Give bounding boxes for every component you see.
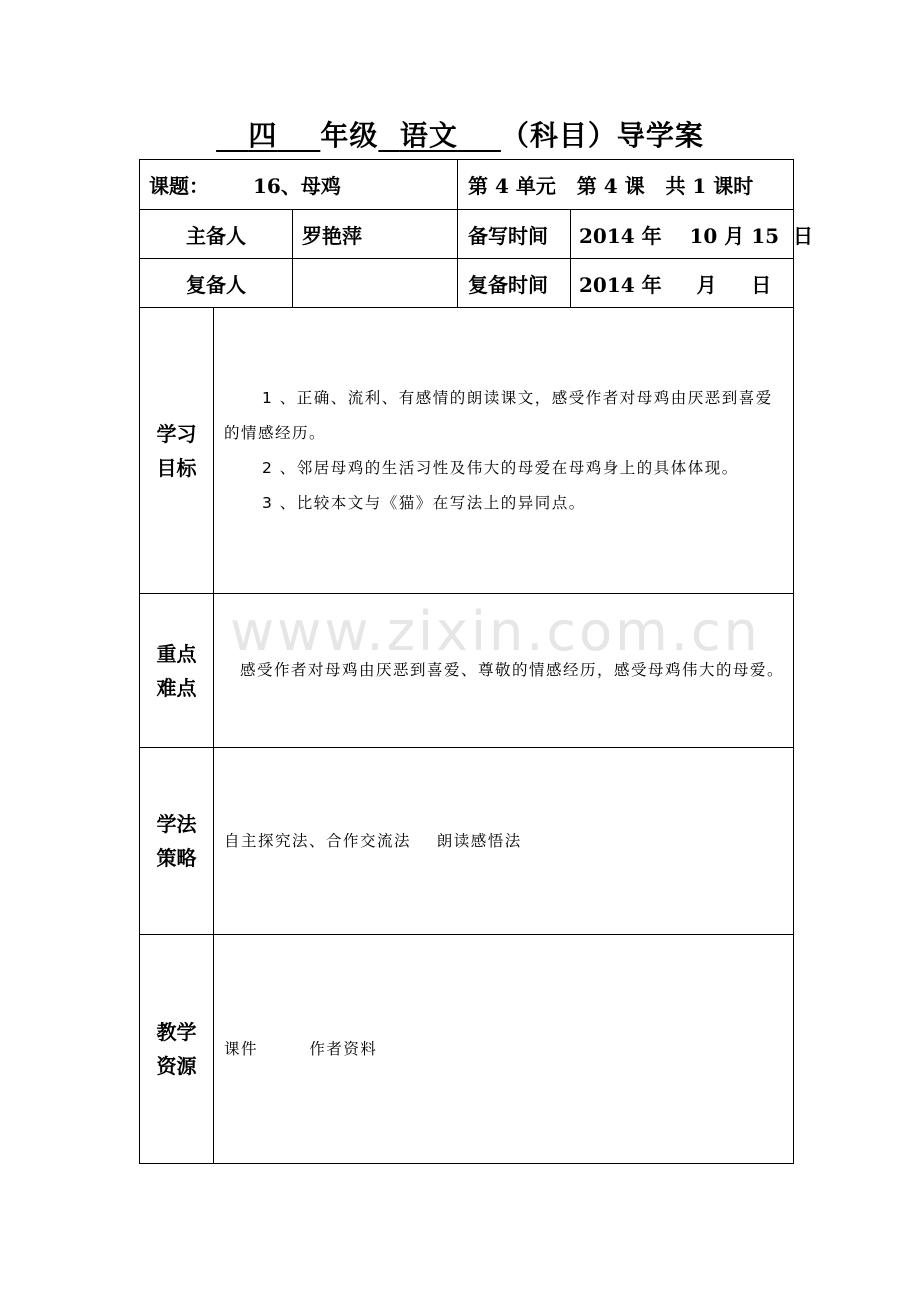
- topic-row: [140, 160, 794, 210]
- watermark: www.zixin.com.cn: [230, 600, 761, 663]
- goals-content: [214, 308, 794, 594]
- topic-label: 课题：: [149, 174, 209, 198]
- goals-row: [140, 308, 794, 594]
- grade-suffix: 年级: [320, 119, 379, 152]
- resources-label: 教学 资源: [140, 935, 214, 1164]
- goal-item-1: 1 、正确、流利、有感情的朗读课文，感受作者对母鸡由厌恶到喜爱的情感经历。: [224, 388, 773, 442]
- goal-item-3: 3 、比较本文与《猫》在写法上的异同点。: [262, 493, 586, 512]
- grade-value: 四: [248, 119, 278, 152]
- goal-item-2: 2 、邻居母鸡的生活习性及伟大的母爱在母鸡身上的具体体现。: [262, 458, 739, 477]
- preparer-row: [140, 210, 794, 259]
- topic-value: 16、母鸡: [253, 174, 341, 198]
- co-time-value: 2014 年 月 日: [571, 259, 794, 308]
- key-points-label: 重点 难点: [140, 594, 214, 748]
- co-preparer-value: [293, 259, 458, 308]
- preparer-label: 主备人: [140, 210, 293, 259]
- preparer-value: 罗艳萍: [293, 210, 458, 259]
- unit-info: 第 4 单元 第 4 课 共 1 课时: [458, 160, 794, 210]
- goals-label: 学习 目标: [140, 308, 214, 594]
- resources-row: [140, 935, 794, 1164]
- page-title: [0, 114, 920, 154]
- key-points-row: [140, 594, 794, 748]
- subject-suffix: （科目）导学案: [500, 119, 704, 152]
- methods-row: [140, 748, 794, 935]
- co-preparer-label: 复备人: [140, 259, 293, 308]
- co-preparer-row: [140, 259, 794, 308]
- methods-label: 学法 策略: [140, 748, 214, 935]
- lesson-plan-table: [139, 159, 813, 1164]
- methods-text: 自主探究法、合作交流法 朗读感悟法: [214, 748, 794, 935]
- key-points-content: [214, 594, 794, 748]
- write-time-label: 备写时间: [458, 210, 571, 259]
- resources-text: 课件 作者资料: [214, 935, 794, 1164]
- topic-cell: [140, 160, 458, 210]
- subject-value: 语文: [399, 119, 458, 152]
- write-time-value: 2014 年 10 月 15 日: [571, 210, 794, 259]
- key-points-text: 感受作者对母鸡由厌恶到喜爱、尊敬的情感经历，感受母鸡伟大的母爱。: [240, 661, 785, 679]
- co-time-label: 复备时间: [458, 259, 571, 308]
